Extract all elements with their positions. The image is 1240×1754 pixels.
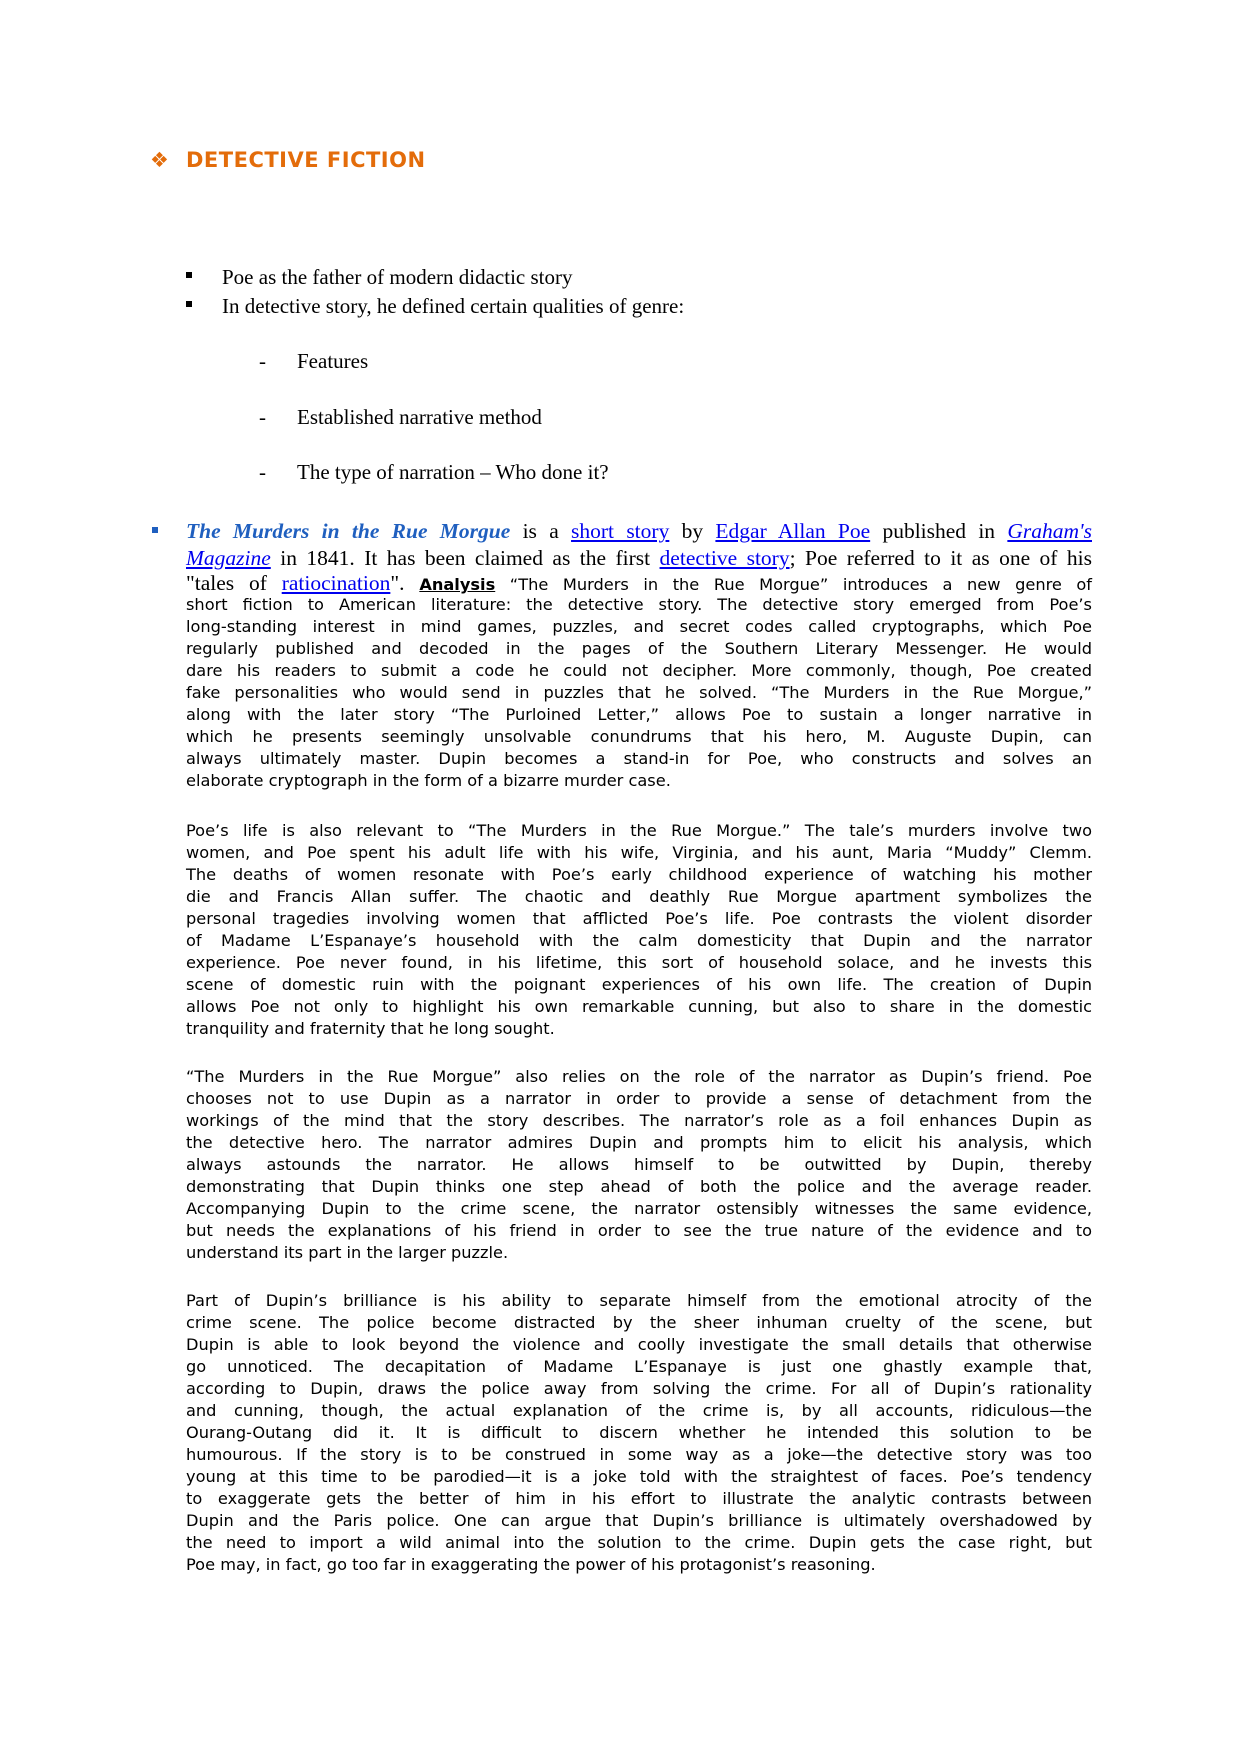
paragraph-line: but needs the explanations of his friend in order to see the true nature of the evidence and to [186, 1221, 1092, 1240]
story-title: The Murders in the Rue Morgue [186, 519, 511, 543]
paragraph-line: Poe may, in fact, go too far in exaggerating the power of his protagonist’s reasoning. [186, 1555, 876, 1574]
paragraph-line: short fiction to American literature: the detective story. The detective story emerged from Poe’s [186, 595, 1092, 614]
dash-list-item [259, 460, 609, 485]
dash-item-text: The type of narration – Who done it? [297, 460, 609, 484]
paragraph-line: elaborate cryptograph in the form of a bizarre murder case. [186, 771, 671, 790]
paragraph-line: tranquility and fraternity that he long sought. [186, 1019, 555, 1038]
paragraph-line: The deaths of women resonate with Poe’s early childhood experience of watching his mother [186, 865, 1092, 884]
paragraph-line: humourous. If the story is to be construed in some way as a joke—the detective story was too [186, 1445, 1092, 1464]
analysis-label: Analysis [419, 575, 496, 594]
paragraph [186, 1066, 1092, 1264]
paragraph-line: Part of Dupin’s brilliance is his ability to separate himself from the emotional atrocity of the [186, 1291, 1092, 1310]
dash-item-text: Established narrative method [297, 405, 542, 429]
paragraph-line: and cunning, though, the actual explanation of the crime is, by all accounts, ridiculous—the [186, 1401, 1092, 1420]
author-link[interactable]: Edgar Allan Poe [715, 519, 871, 543]
paragraph-line: "tales of ratiocination". Analysis “The Murders in the Rue Morgue” introduces a new genre of [186, 571, 1093, 595]
square-bullet-icon [186, 272, 192, 278]
paragraph-line: die and Francis Allan suffer. The chaotic and deathly Rue Morgue apartment symbolizes the [186, 887, 1092, 906]
paragraph-line: the detective hero. The narrator admires Dupin and prompts him to elicit his analysis, which [186, 1133, 1092, 1152]
detective-story-link[interactable]: detective story [659, 546, 790, 570]
paragraph-line: The Murders in the Rue Morgue is a short story by Edgar Allan Poe published in Graham's [186, 519, 1092, 543]
main-paragraph-body [186, 594, 1092, 792]
dash-bullet: - [259, 460, 266, 484]
paragraph-line: of Madame L’Espanaye’s household with the calm domesticity that Dupin and the narrator [186, 931, 1092, 950]
paragraph-line: chooses not to use Dupin as a narrator in order to provide a sense of detachment from the [186, 1089, 1092, 1108]
paragraph-line: regularly published and decoded in the pages of the Southern Literary Messenger. He would [186, 639, 1092, 658]
paragraph-line: workings of the mind that the story describes. The narrator’s role as a foil enhances Dupin as [186, 1111, 1092, 1130]
dash-item-text: Features [297, 349, 369, 373]
short-story-link[interactable]: short story [571, 519, 670, 543]
paragraph-line: according to Dupin, draws the police away from solving the crime. For all of Dupin’s rationality [186, 1379, 1092, 1398]
magazine-link[interactable]: Magazine [186, 546, 271, 570]
paragraph-line: the need to import a wild animal into the solution to the crime. Dupin gets the case right, but [186, 1533, 1092, 1552]
paragraph-line: always astounds the narrator. He allows himself to be outwitted by Dupin, thereby [186, 1155, 1092, 1174]
paragraph-line: which he presents seemingly unsolvable conundrums that his hero, M. Auguste Dupin, can [186, 727, 1092, 746]
paragraph-line: allows Poe not only to highlight his own remarkable cunning, but also to share in the domestic [186, 997, 1092, 1016]
paragraph-line: demonstrating that Dupin thinks one step ahead of both the police and the average reader. [186, 1177, 1092, 1196]
paragraph-line: long-standing interest in mind games, puzzles, and secret codes called cryptographs, which Poe [186, 617, 1092, 636]
paragraph-line: “The Murders in the Rue Morgue” also relies on the role of the narrator as Dupin’s friend. Poe [186, 1067, 1092, 1086]
section-heading [150, 148, 426, 172]
list-item-text: Poe as the father of modern didactic story [222, 265, 573, 289]
paragraph-line: crime scene. The police become distracted by the sheer inhuman cruelty of the scene, but [186, 1313, 1092, 1332]
dash-bullet: - [259, 349, 266, 373]
paragraph-line: Ourang-Outang did it. It is difficult to discern whether he intended this solution to be [186, 1423, 1092, 1442]
paragraph-line: Dupin and the Paris police. One can argue that Dupin’s brilliance is ultimately overshadowed by [186, 1511, 1092, 1530]
square-bullet-icon [186, 301, 192, 307]
paragraph-line: fake personalities who would send in puzzles that he solved. “The Murders in the Rue Morgue,” [186, 683, 1092, 702]
paragraph-line: to exaggerate gets the better of him in his effort to illustrate the analytic contrasts between [186, 1489, 1092, 1508]
paragraph-line: Dupin is able to look beyond the violence and coolly investigate the small details that otherwise [186, 1335, 1092, 1354]
dash-bullet: - [259, 405, 266, 429]
diamond-bullet-icon: ❖ [150, 148, 170, 172]
paragraph [186, 820, 1092, 1040]
paragraph-line: understand its part in the larger puzzle. [186, 1243, 509, 1262]
paragraph-line: Magazine in 1841. It has been claimed as the first detective story; Poe referred to it as one of his [186, 546, 1092, 570]
paragraph-line: Accompanying Dupin to the crime scene, the narrator ostensibly witnesses the same evidence, [186, 1199, 1092, 1218]
paragraph-line: women, and Poe spent his adult life with his wife, Virginia, and his aunt, Maria “Muddy” Clemm. [186, 843, 1092, 862]
square-bullet-icon [152, 527, 158, 533]
list-item-text: In detective story, he defined certain qualities of genre: [222, 294, 685, 318]
heading-text: DETECTIVE FICTION [186, 148, 426, 172]
paragraph [186, 1290, 1092, 1576]
paragraph-line: always ultimately master. Dupin becomes a stand-in for Poe, who constructs and solves an [186, 749, 1092, 768]
paragraph-line: scene of domestic ruin with the poignant experiences of his own life. The creation of Dupin [186, 975, 1092, 994]
paragraph-line: dare his readers to submit a code he could not decipher. More commonly, though, Poe created [186, 661, 1092, 680]
paragraph-line: young at this time to be parodied—it is a joke told with the straightest of faces. Poe’s tendency [186, 1467, 1092, 1486]
paragraph-line: along with the later story “The Purloined Letter,” allows Poe to sustain a longer narrative in [186, 705, 1092, 724]
main-paragraph [186, 518, 1092, 792]
ratiocination-link[interactable]: ratiocination [281, 571, 391, 595]
paragraph-line: Poe’s life is also relevant to “The Murders in the Rue Morgue.” The tale’s murders involve two [186, 821, 1092, 840]
paragraph-line: personal tragedies involving women that afflicted Poe’s life. Poe contrasts the violent disorder [186, 909, 1092, 928]
paragraph-line: go unnoticed. The decapitation of Madame L’Espanaye is just one ghastly example that, [186, 1357, 1092, 1376]
paragraph-line: experience. Poe never found, in his lifetime, this sort of household solace, and he invests this [186, 953, 1092, 972]
magazine-link[interactable]: Graham's [1007, 519, 1092, 543]
dash-list-item [259, 405, 542, 430]
dash-list-item [259, 349, 368, 374]
